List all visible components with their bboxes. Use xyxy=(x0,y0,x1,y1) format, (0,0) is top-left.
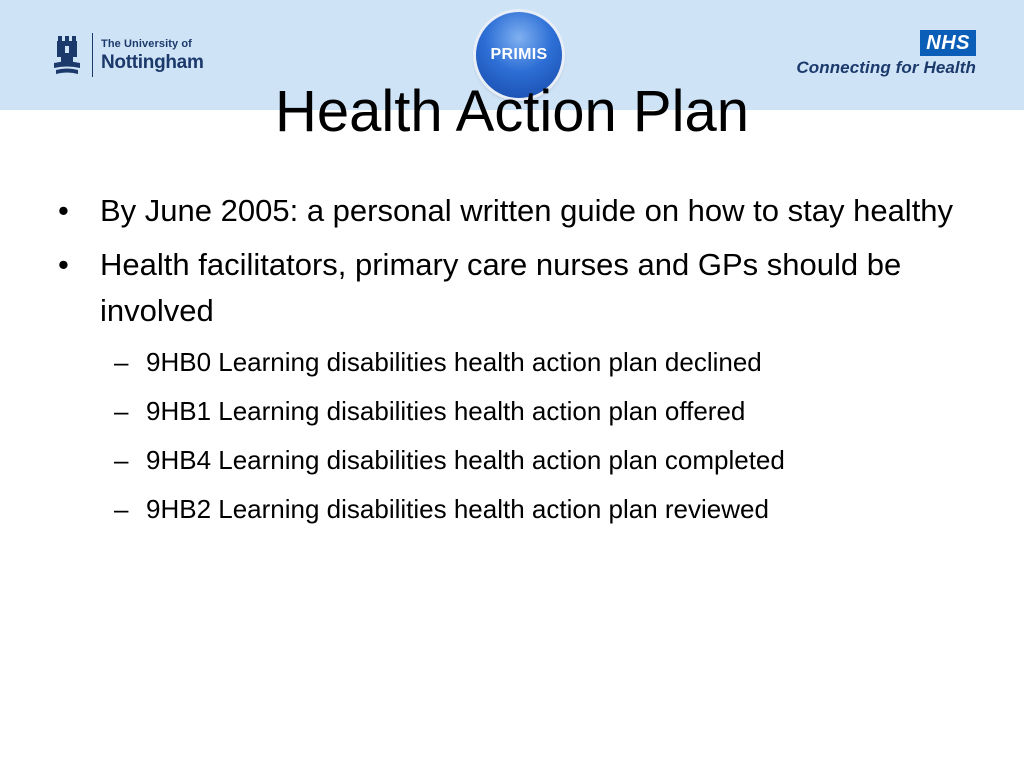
bullet-text: By June 2005: a personal written guide on how to stay healthy xyxy=(100,193,954,228)
university-name xyxy=(101,39,204,72)
logo-separator xyxy=(92,33,93,77)
sub-bullet-text: 9HB1 Learning disabilities health action plan offered xyxy=(146,396,746,426)
sub-bullet-text: 9HB0 Learning disabilities health action plan declined xyxy=(146,347,762,377)
nhs-tagline: Connecting for Health xyxy=(796,58,976,77)
bullet-item xyxy=(58,188,978,234)
slide-title: Health Action Plan xyxy=(275,79,749,144)
sub-bullet-text: 9HB2 Learning disabilities health action plan reviewed xyxy=(146,494,769,524)
sub-bullet-item xyxy=(58,342,978,382)
bullet-marker: • xyxy=(58,247,69,282)
sub-bullet-item xyxy=(58,391,978,431)
sub-bullet-marker: – xyxy=(114,494,129,524)
castle-crest-icon xyxy=(52,32,82,78)
sub-bullet-text: 9HB4 Learning disabilities health action plan completed xyxy=(146,445,785,475)
university-logo xyxy=(52,30,204,80)
slide-content xyxy=(58,188,978,538)
nhs-logo xyxy=(796,30,976,78)
university-name-big: Nottingham xyxy=(101,51,204,73)
primis-badge-label: PRIMIS xyxy=(490,46,548,63)
sub-bullet-marker: – xyxy=(114,445,129,475)
sub-bullet-item xyxy=(58,440,978,480)
bullet-marker: • xyxy=(58,193,69,228)
sub-bullet-marker: – xyxy=(114,347,129,377)
nhs-mark: NHS xyxy=(920,30,976,56)
sub-bullet-marker: – xyxy=(114,396,129,426)
bullet-item xyxy=(58,242,978,334)
university-name-small: The University of xyxy=(101,37,192,50)
sub-bullet-item xyxy=(58,489,978,529)
bullet-text: Health facilitators, primary care nurses and GPs should be involved xyxy=(100,247,902,328)
